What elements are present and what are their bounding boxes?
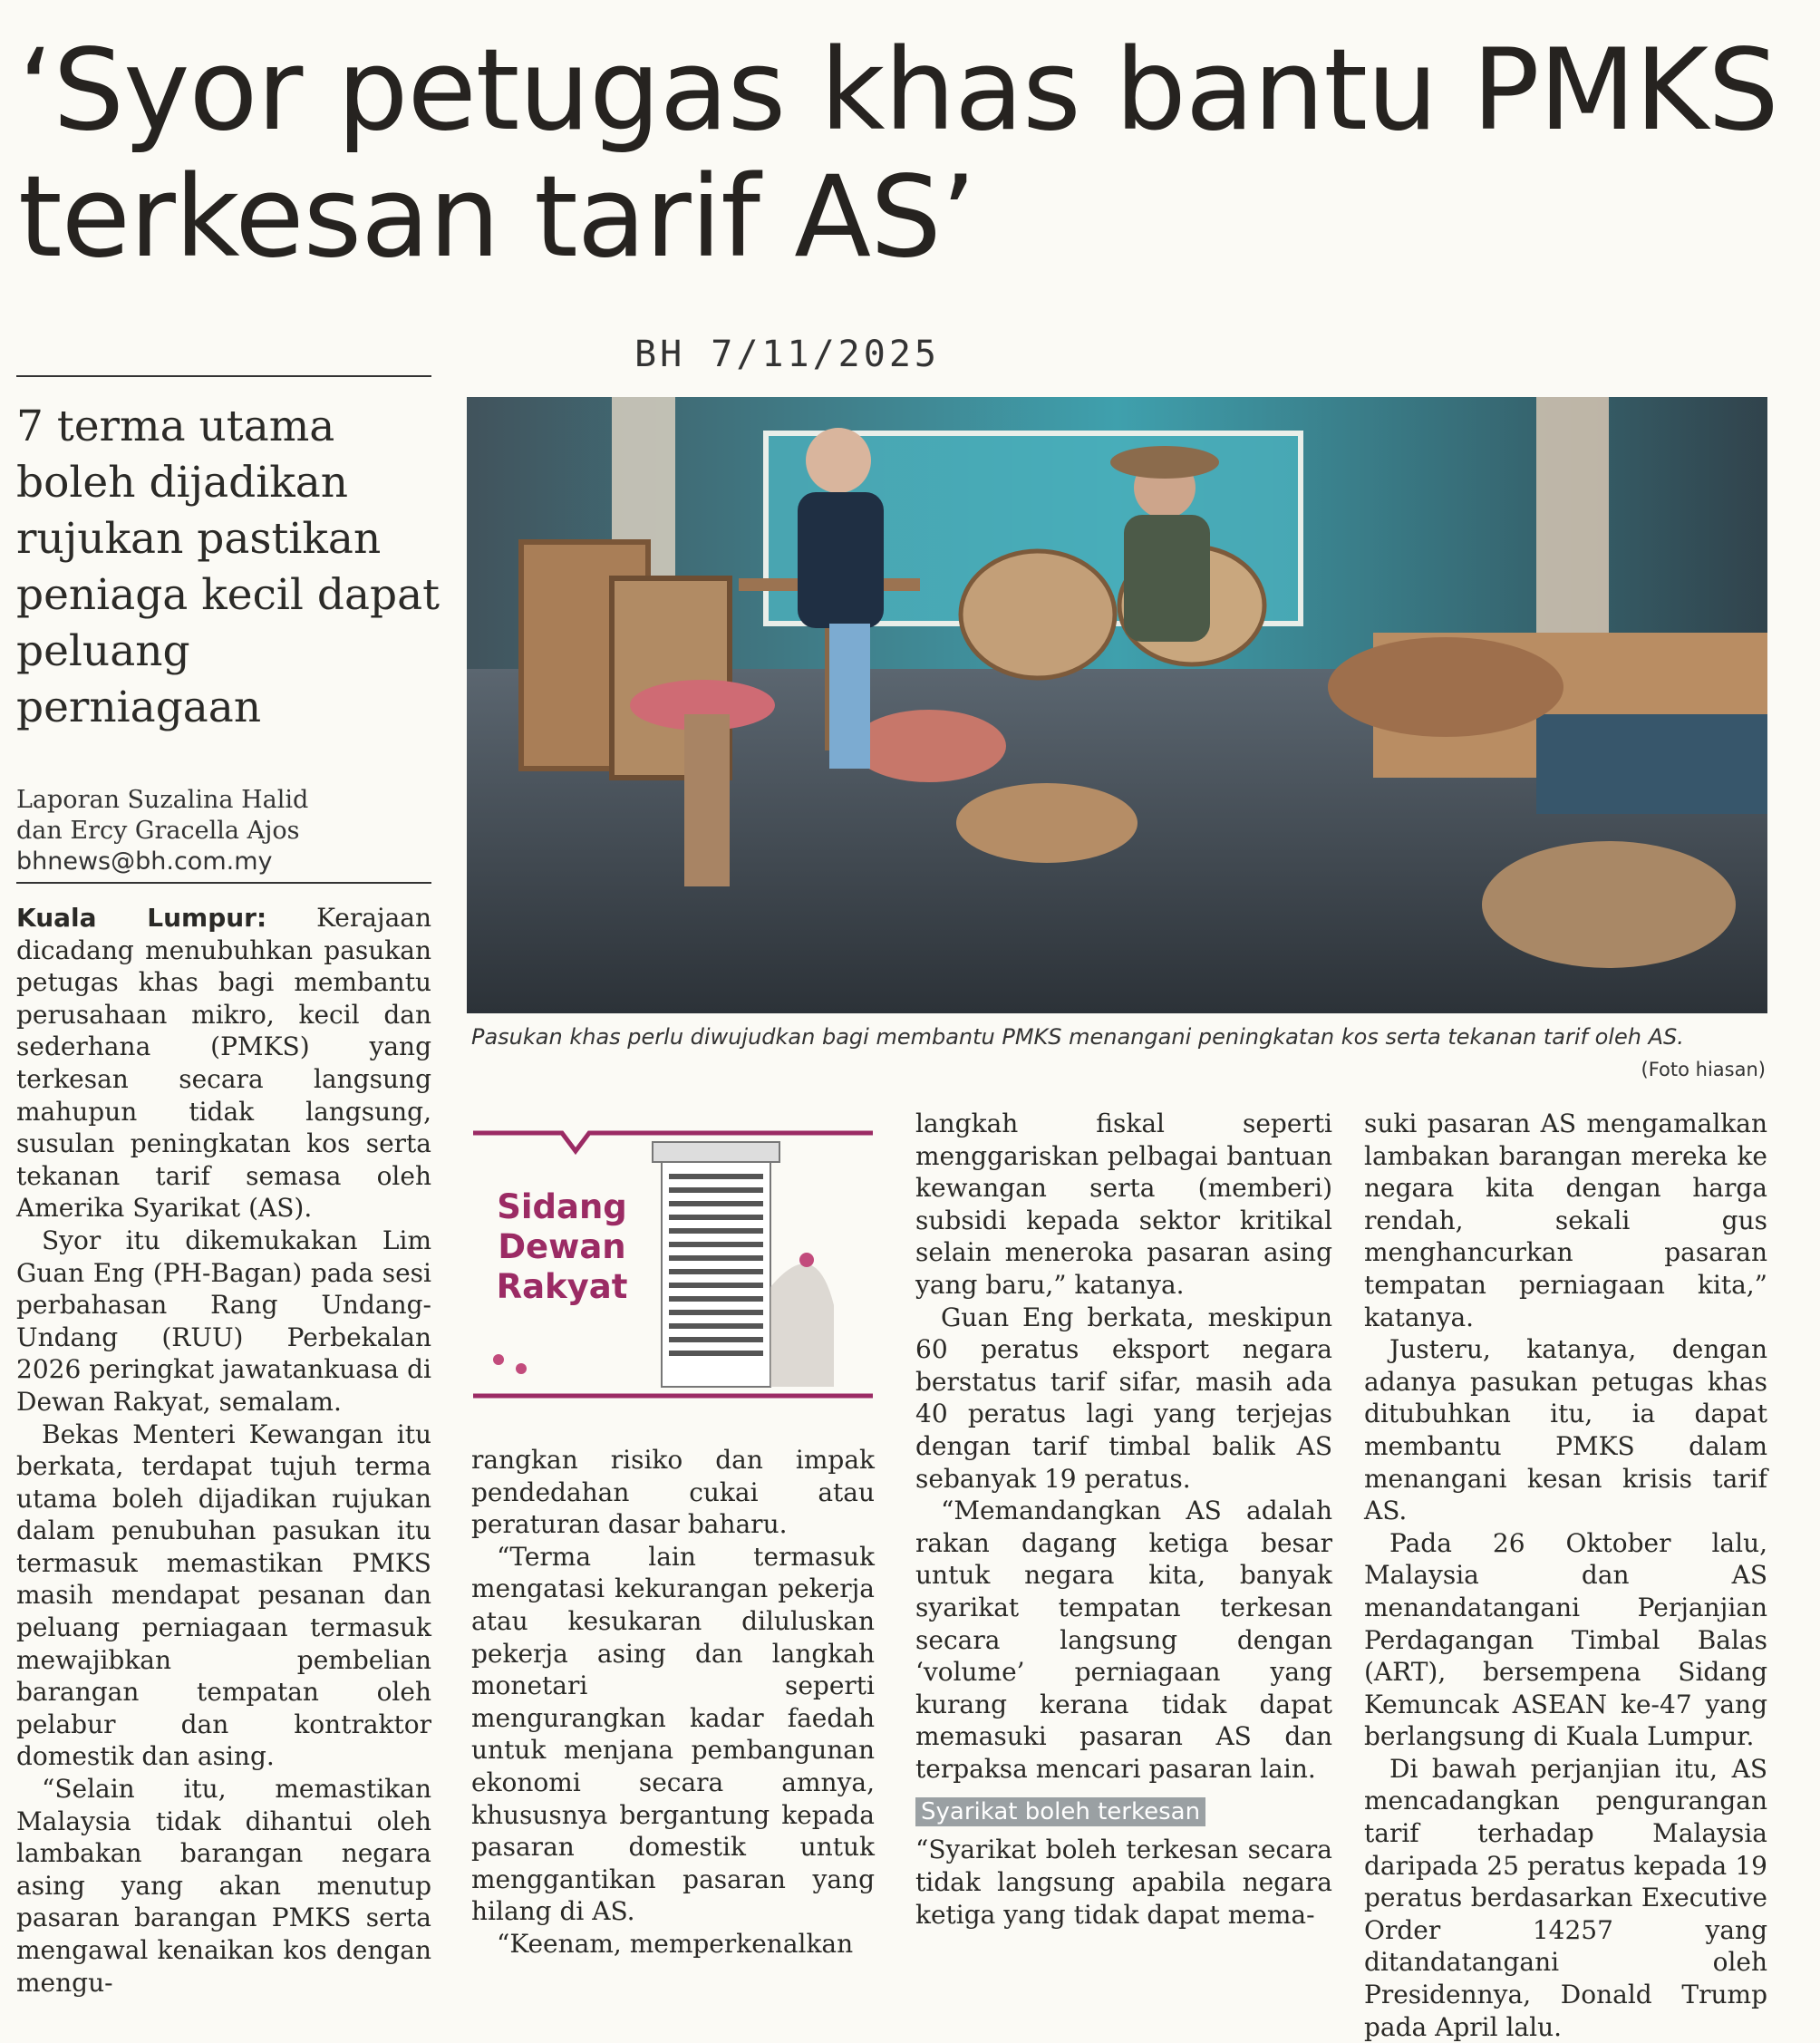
paragraph: Pada 26 Oktober lalu, Malaysia dan AS menandatangani Perjanjian Perdagangan Timbal Balas (ART), bersempena Sidang Kemuncak ASEAN ke-47 yang berlangsung di Kuala Lumpur. bbox=[1364, 1527, 1767, 1752]
paragraph: “Memandangkan AS adalah rakan dagang ketiga besar untuk negara kita, banyak syarikat tempatan terkesan secara langsung dengan ‘volume’ perniagaan yang kurang kerana tidak dapat memasuki pasaran AS dan terpaksa mencari pasaran lain. bbox=[915, 1496, 1332, 1784]
photo-credit: (Foto hiasan) bbox=[1641, 1059, 1766, 1080]
byline-author-2: dan Ercy Gracella Ajos bbox=[16, 817, 300, 845]
paragraph: rangkan risiko dan impak pendedahan cukai atau peraturan dasar baharu. bbox=[471, 1445, 875, 1540]
article-column-3 bbox=[915, 1108, 1332, 1931]
headline: ‘Syor petugas khas bantu PMKS terkesan tarif AS’ bbox=[18, 25, 1778, 283]
handwritten-date-note: BH 7/11/2025 bbox=[634, 334, 940, 375]
photo-caption: Pasukan khas perlu diwujudkan bagi membantu PMKS menangani peningkatan kos serta tekanan tarif oleh AS. bbox=[471, 1024, 1684, 1050]
divider bbox=[16, 882, 431, 884]
subheadline: 7 terma utama boleh dijadikan rujukan pastikan peniaga kecil dapat peluang perniagaan bbox=[16, 402, 440, 732]
furniture-showroom-illustration bbox=[467, 397, 1767, 1013]
paragraph: Justeru, katanya, dengan adanya pasukan petugas khas ditubuhkan itu, ia dapat membantu PMKS dalam menangani kesan krisis tarif AS. bbox=[1364, 1334, 1767, 1526]
byline-author-1: Laporan Suzalina Halid bbox=[16, 786, 309, 814]
paragraph: “Terma lain termasuk mengatasi kekurangan pekerja atau kesukaran diluluskan pekerja asing dan langkah monetari seperti mengurangkan kadar faedah untuk menjana pembangunan ekonomi secara amnya, khususnya bergantung kepada pasaran domestik untuk menggantikan pasaran yang hilang di AS. bbox=[471, 1541, 875, 1927]
article-column-4 bbox=[1364, 1108, 1767, 2043]
dateline: Kuala Lumpur: bbox=[16, 903, 267, 933]
paragraph: Guan Eng berkata, meskipun 60 peratus eksport negara berstatus tarif sifar, masih ada 40 peratus lagi yang terjejas dengan tarif timbal balik AS sebanyak 19 peratus. bbox=[915, 1302, 1332, 1494]
byline-email: bhnews@bh.com.my bbox=[16, 847, 273, 876]
article-photo bbox=[467, 397, 1767, 1013]
section-subhead: Syarikat boleh terkesan bbox=[915, 1797, 1205, 1826]
paragraph: suki pasaran AS mengamalkan lambakan barangan mereka ke negara kita dengan harga rendah, sekali gus menghancurkan pasaran tempatan perniagaan kita,” katanya. bbox=[1364, 1109, 1767, 1332]
paragraph: Bekas Menteri Kewangan itu berkata, terdapat tujuh terma utama boleh dijadikan rujukan dalam penubuhan pasukan itu termasuk memastikan PMKS masih mendapat pesanan dan peluang perniagaan termasuk mewajibkan pembelian barangan tempatan oleh pelabur dan kontraktor domestik dan asing. bbox=[16, 1418, 431, 1772]
divider bbox=[16, 375, 431, 377]
paragraph: “Selain itu, memastikan Malaysia tidak dihantui oleh lambakan barangan negara asing yang akan menutup pasaran barangan PMKS serta mengawal kenaikan kos dengan mengu- bbox=[16, 1774, 431, 1998]
article-column-2 bbox=[471, 1444, 875, 1961]
section-logo-text: Sidang Dewan Rakyat bbox=[496, 1187, 628, 1306]
paragraph: “Syarikat boleh terkesan secara tidak langsung apabila negara ketiga yang tidak dapat mema- bbox=[915, 1835, 1332, 1930]
paragraph: Kerajaan dicadang menubuhkan pasukan petugas khas bagi membantu perusahaan mikro, kecil dan sederhana (PMKS) yang terkesan secara langsung mahupun tidak langsung, susulan peningkatan kos serta tekanan tarif semasa oleh Amerika Syarikat (AS). bbox=[16, 903, 431, 1224]
paragraph: Syor itu dikemukakan Lim Guan Eng (PH-Bagan) pada sesi perbahasan Rang Undang-Undang (RUU) Perbekalan 2026 peringkat jawatankuasa di Dewan Rakyat, semalam. bbox=[16, 1225, 431, 1417]
byline bbox=[16, 785, 442, 877]
paragraph: langkah fiskal seperti menggariskan pelbagai bantuan kewangan serta (memberi) subsidi kepada sektor kritikal selain meneroka pasaran asing yang baru,” katanya. bbox=[915, 1109, 1332, 1300]
article-column-1 bbox=[16, 902, 431, 1999]
paragraph: “Keenam, memperkenalkan bbox=[497, 1928, 854, 1959]
paragraph: Di bawah perjanjian itu, AS mencadangkan pengurangan tarif terhadap Malaysia daripada 25 peratus kepada 19 peratus berdasarkan Executive Order 14257 yang ditandatangani oleh Presidennya, Donald Trump pada April lalu. bbox=[1364, 1753, 1767, 2042]
